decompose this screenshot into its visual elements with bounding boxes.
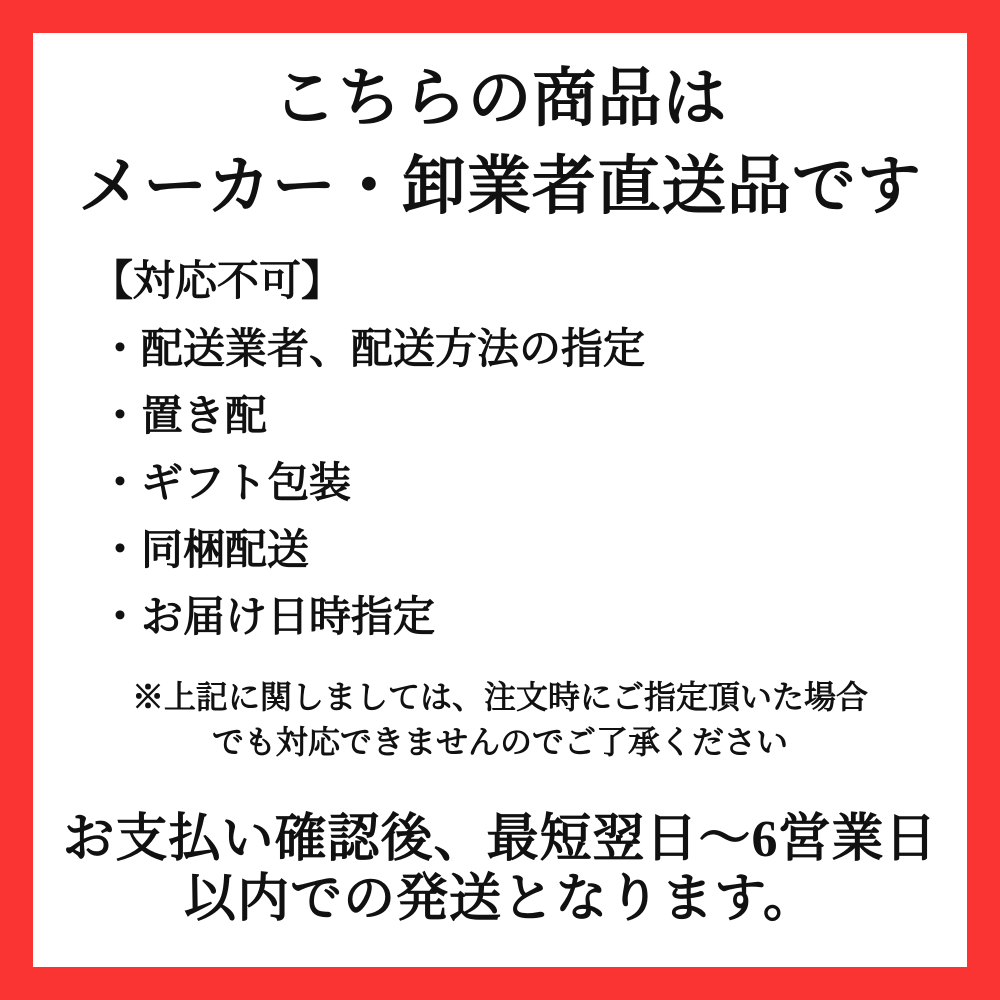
- bullet-icon: ・: [99, 461, 142, 507]
- title-line-1: こちらの商品は: [272, 63, 728, 134]
- unavailable-heading: 【対応不可】: [91, 259, 344, 305]
- bullet-icon: ・: [99, 327, 142, 373]
- notice-panel: [33, 33, 967, 967]
- title-line-2: メーカー・卸業者直送品です: [78, 151, 922, 222]
- shipping-info-line-2: 以内での発送となります。: [184, 871, 816, 928]
- disclaimer-note-line-2: でも対応できませんのでご了承ください: [211, 724, 788, 760]
- disclaimer-note: [33, 675, 967, 765]
- list-item: [99, 384, 645, 451]
- list-item-label: ギフト包装: [141, 461, 352, 507]
- list-item: [99, 317, 645, 384]
- list-item-label: お届け日時指定: [141, 595, 436, 641]
- page-title: [33, 55, 967, 231]
- list-item: [99, 451, 645, 518]
- unavailable-list: [99, 317, 645, 652]
- shipping-info: [33, 810, 967, 930]
- list-item-label: 同梱配送: [141, 528, 310, 574]
- bullet-icon: ・: [99, 595, 142, 641]
- bullet-icon: ・: [99, 528, 142, 574]
- bullet-icon: ・: [99, 394, 142, 440]
- list-item-label: 配送業者、配送方法の指定: [141, 327, 646, 373]
- list-item: [99, 585, 645, 652]
- list-item-label: 置き配: [141, 394, 268, 440]
- list-item: [99, 518, 645, 585]
- shipping-info-line-1: お支払い確認後、最短翌日〜6営業日: [62, 811, 938, 868]
- disclaimer-note-line-1: ※上記に関しましては、注文時にご指定頂いた場合: [131, 679, 868, 715]
